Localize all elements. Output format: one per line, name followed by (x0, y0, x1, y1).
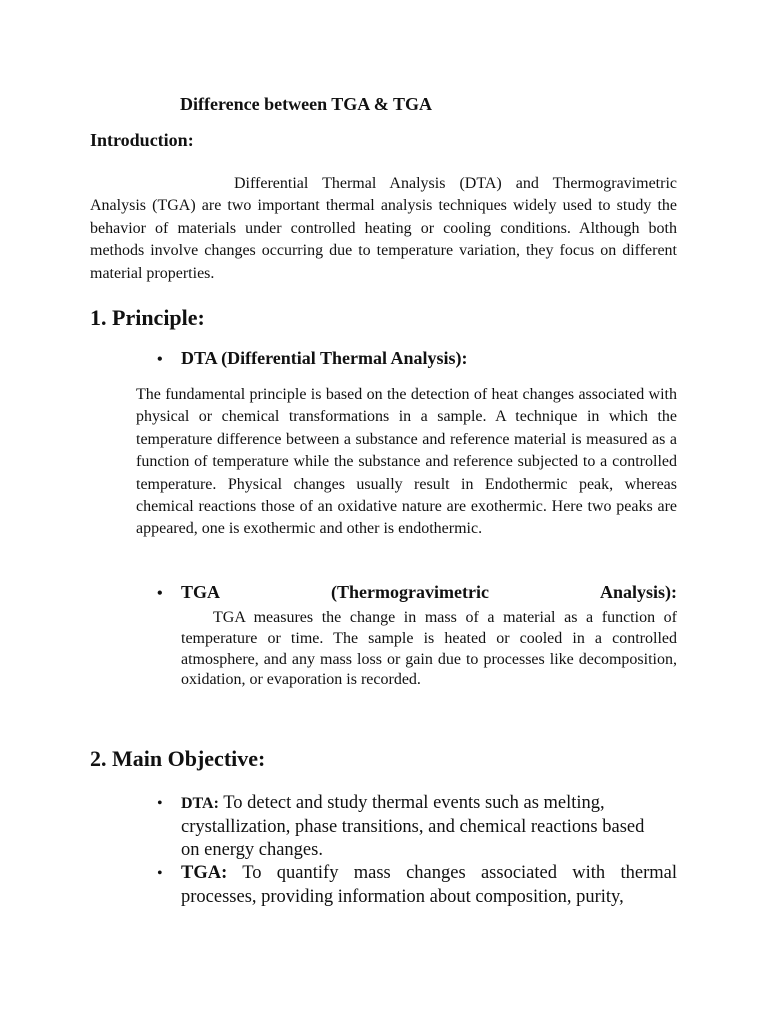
objective-text (181, 792, 651, 863)
dta-bullet (157, 348, 468, 369)
dta-bullet-label: DTA (Differential Thermal Analysis): (181, 348, 468, 368)
objective-label: DTA: (181, 795, 219, 812)
tga-bullet-label (181, 582, 677, 603)
tga-bullet-word: TGA (181, 582, 221, 602)
tga-principle-paragraph: TGA measures the change in mass of a material as a function of temperature or time. The sample is heated or cooled in a controlled atmosphere, and any mass loss or gain due to processes like decomposition, oxidation, or evaporation is recorded. (181, 609, 677, 689)
tga-bullet (157, 582, 677, 603)
objective-item-tga (157, 862, 677, 909)
bullet-icon: • (157, 795, 163, 812)
objective-item-dta (157, 792, 657, 863)
bullet-icon: • (157, 865, 163, 882)
objective-description: To detect and study thermal events such as melting, crystallization, phase transitions, and chemical reactions based on energy changes. (181, 793, 645, 860)
objective-description: To quantify mass changes associated with thermal processes, providing information about composition, purity, (181, 863, 677, 907)
introduction-heading: Introduction: (90, 130, 194, 150)
dta-principle-paragraph: The fundamental principle is based on the detection of heat changes associated with physical or chemical transformations in a sample. A technique in which the temperature difference between a substance and reference material is measured as a function of temperature while the substance and reference subjected to a controlled temperature. Physical changes usually result in Endothermic peak, whereas chemical reactions those of an oxidative nature are exothermic. Here two peaks are appeared, one is exothermic and other is endothermic. (136, 386, 677, 538)
tga-bullet-word: Analysis): (599, 582, 677, 602)
document-title: Difference between TGA & TGA (180, 94, 432, 114)
principle-heading: 1. Principle: (90, 305, 205, 330)
objective-heading: 2. Main Objective: (90, 746, 266, 771)
tga-bullet-word: (Thermogravimetric (331, 582, 489, 602)
introduction-paragraph: Differential Thermal Analysis (DTA) and Thermogravimetric Analysis (TGA) are two important thermal analysis techniques widely used to study the behavior of materials under controlled heating or cooling conditions. Although both methods involve changes occurring due to temperature variation, they focus on different material properties. (90, 175, 677, 282)
bullet-icon: • (157, 585, 163, 602)
objective-label: TGA: (181, 863, 228, 883)
objective-text (181, 862, 677, 909)
bullet-icon: • (157, 351, 163, 368)
